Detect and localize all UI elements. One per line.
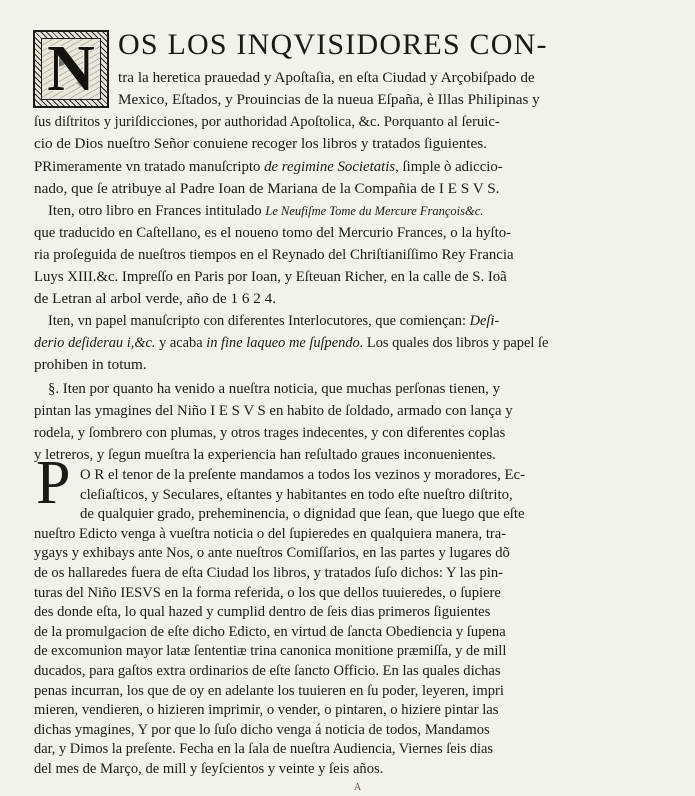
- decree-line: dichas ymagines, Y por que lo ſuſo dicho venga á noticia de todos, Mandamos: [34, 721, 490, 738]
- text-line: Mexico, Eſtados, y Prouincias de la nueua Eſpaña, è Illas Philipinas y: [118, 91, 540, 108]
- decree-line: penas incurran, los que de oy en adelante los tuuieren en ſu poder, leyeren, impri: [34, 682, 504, 699]
- decree-line: de os hallaredes fuera de eſta Ciudad los libros, y tratados ſuſo dichos: Y las pin-: [34, 565, 504, 581]
- item1-italic-title: de regimine Societatis: [264, 159, 396, 175]
- text-line: cio de Dios nueſtro Señor conuiene recoger los libros y tratados ſiguientes.: [34, 135, 487, 152]
- decree-line: des donde eſta, lo qual hazed y cumplid dentro de ſeis dias primeros ſiguientes: [34, 604, 491, 621]
- dropcap-letter: N: [47, 32, 95, 105]
- item3-line: [34, 332, 548, 354]
- item1-line: [34, 156, 503, 178]
- decree-line: ygays y exhibays ante Nos, o ante nueſtros Comiſſarios, en las partes y lugares dõ: [34, 545, 510, 562]
- item2-line: [48, 200, 483, 222]
- item3-line: [48, 310, 499, 332]
- item1-line: nado, que ſe atribuye al Padre Ioan de Mariana de la Compañia de I E S V S.: [34, 180, 500, 197]
- text-line: tra la heretica prauedad y Apoſtaſia, en eſta Ciudad y Arçobiſpado de: [118, 69, 535, 86]
- decree-line: de la promulgacion de eſte dicho Edicto, en virtud de ſancta Obediencia y ſupena: [34, 623, 506, 640]
- signature-mark: A: [354, 782, 362, 793]
- item1-text-a: PRimeramente vn tratado manuſcripto: [34, 159, 265, 175]
- decree-line: cleſiaſticos, y Seculares, eſtantes y habitantes en todo eſte nueſtro diſtrito,: [80, 486, 513, 503]
- decree-line: de excomunion mayor latæ ſententiæ trina canonica monitione præmiſſa, y de mill: [34, 643, 507, 660]
- item2-line: ria proſeguida de nueſtros tiempos en el Reynado del Chriſtianiſſimo Rey Francia: [34, 247, 514, 263]
- text-line: ſus diſtritos y juriſdicciones, por authoridad Apoſtolica, &c. Porquanto al ſeruic-: [34, 114, 500, 130]
- item1-text-b: , ſimple ò adiccio-: [395, 159, 503, 175]
- item4-line: rodela, y ſombrero con plumas, y otros trages indecentes, y con diferentes coplas: [34, 425, 506, 441]
- item3-text-a: Iten, vn papel manuſcripto con diferentes Interlocutores, que comiençan:: [48, 313, 470, 329]
- item4-line: y letreros, y ſegun mueſtra la experiencia han reſultado graues inconuenientes.: [34, 447, 496, 463]
- decree-line: O R el tenor de la preſente mandamos a todos los vezinos y moradores, Ec-: [80, 467, 526, 483]
- decree-line: ducados, para gaſtos extra ordinarios de eſte ſancto Officio. En las quales dichas: [34, 663, 501, 679]
- decree-line: dar, y Dimos la preſente. Fecha en la ſala de nueſtra Audiencia, Viernes ſeis dias: [34, 741, 494, 758]
- decree-line: nueſtro Edicto venga à vueſtra noticia o del ſupieredes en qualquiera manera, tra-: [34, 525, 507, 542]
- item4-line: §. Iten por quanto ha venido a nueſtra noticia, que muchas perſonas tienen, y: [48, 381, 500, 397]
- item3-line: prohiben in totum.: [34, 356, 147, 373]
- ornamental-dropcap-n: [33, 30, 109, 108]
- item4-line: pintan las ymagines del Niño I E S V S en habito de ſoldado, armado con lança y: [34, 403, 513, 419]
- item3-text-b: y acaba: [155, 335, 207, 351]
- item2-text-a: Iten, otro libro en Frances intitulado: [48, 203, 266, 219]
- item2-line: de Letran al arbol verde, año de 1 6 2 4.: [34, 290, 277, 307]
- decree-line: mieren, vendieren, o hizieren imprimir, o vender, o pintaren, o hiziere pintar las: [34, 702, 499, 719]
- dropcap-p: P: [36, 449, 71, 517]
- decree-line: turas del Niño IESVS en la forma referida, o los que dellos tuuieredes, o ſupiere: [34, 584, 501, 601]
- decree-line: del mes de Março, de mill y ſeyſcientos y veinte y ſeis años.: [34, 761, 384, 777]
- item2-line: que traducido en Caſtellano, es el noueno tomo del Mercurio Frances, o la hyſto-: [34, 225, 512, 241]
- item2-italic-title: Le Neufiſme Tome du Mercure François&c.: [265, 204, 484, 218]
- item3-italic-c: in fine laqueo me ſuſpendo.: [206, 335, 364, 351]
- item3-italic-b: derio deſiderau i,&c.: [34, 335, 156, 351]
- edict-title: OS LOS INQVISIDORES CON-: [118, 28, 548, 61]
- decree-line: de qualquier grado, preheminencia, o dignidad que ſean, que luego que eſte: [80, 506, 525, 523]
- item3-text-c: Los quales dos libros y papel ſe: [363, 335, 549, 351]
- item2-line: Luys XIII.&c. Impreſſo en Paris por Ioan, y Eſteuan Richer, en la calle de S. Ioã: [34, 269, 507, 285]
- item3-italic-a: Deſi-: [469, 313, 500, 329]
